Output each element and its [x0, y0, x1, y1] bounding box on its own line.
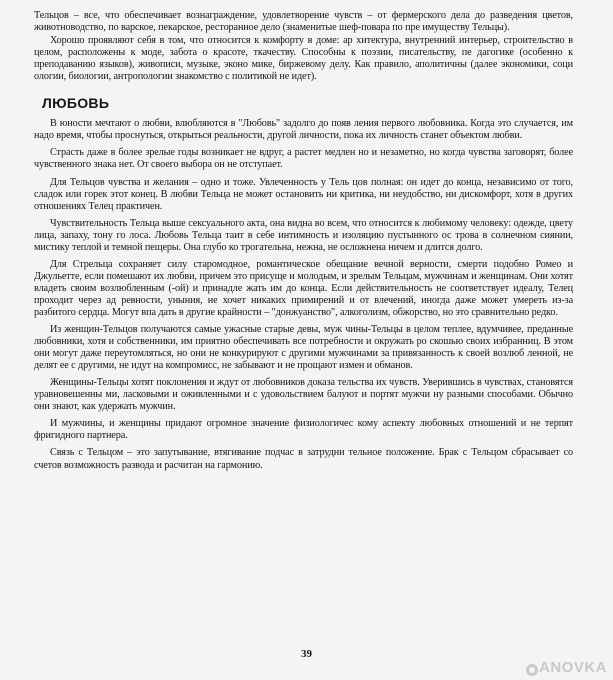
love-paragraph-6: Из женщин-Тельцов получаются самые ужасные старые девы, муж чины-Тельцы в целом теплее, вдумчивее, преданные любовники, хотя и собственники, им приятно обеспечивать все потребности и окружать ро скошью своих избранниц. В этом они могут даже переутомляться, но они не конкурируют с другими мужчинами за привязанность к своей возлюб ленной, не делят ее с другими, не идут на компромисс, не забывают и не прощают измен и обманов. — [34, 324, 573, 372]
intro-paragraph-2: Хорошо проявляют себя в том, что относится к комфорту в доме: ар хитектура, внутренний интерьер, строительство в целом, расположены к моде, забота о красоте, ткачеству. Способны к поэзии, писательству, пе дагогике (особенно к преподаванию языков), живописи, музыке, эконо мике, биржевому делу. Как правило, аполитичны (далее экономики, соци ологии, биологии, антропологии знакомство с политикой не идет). — [34, 35, 573, 83]
love-paragraph-4: Чувствительность Тельца выше сексуального акта, она видна во всем, что относится к любимому человеку: одежде, цвету лица, запаху, тону го лоса. Любовь Тельца таит в себе интимность и изоляцию пустынного ос трова в солнечном сиянии, мистику теплой и темной пещеры. Она глубо ко трогательна, нежна, не осложнена ничем и длится долго. — [34, 217, 573, 253]
intro-paragraph-1: Тельцов – все, что обеспечивает вознаграждение, удовлетворение чувств – от фермерского дела до разведения цветов, животноводство, по варское, пекарское, ресторанное дело (знаменитые шеф-повара по пре имуществу Тельцы). — [34, 10, 573, 34]
love-paragraph-2: Страсть даже в более зрелые годы возникает не вдруг, а растет медлен но и незаметно, но когда чувства заговорят, более чувственного знака нет. От своего выбора он не отступает. — [34, 147, 573, 171]
page-number: 39 — [301, 648, 312, 660]
section-heading: ЛЮБОВЬ — [42, 95, 110, 112]
text-column — [34, 10, 573, 472]
site-watermark — [526, 659, 607, 676]
love-paragraph-9: Связь с Тельцом – это запутывание, втягивание подчас в затрудни тельное положение. Брак с Тельцом сбрасывает со счетов возможность развода и расчитан на гармонию. — [34, 447, 573, 471]
watermark-ring-icon — [526, 664, 538, 676]
love-paragraph-7: Женщины-Тельцы хотят поклонения и ждут от любовников доказа тельства их чувств. Уверившись в чувствах, становятся уравновешенны ми, ласковыми и оживленными и с удовольствием балуют и портят мужчи ну разными способами. Обычно они знают, как удержать мужчин. — [34, 377, 573, 413]
love-paragraph-8: И мужчины, и женщины придают огромное значение физиологичес кому аспекту любовных отношений и не терпят фригидного партнера. — [34, 418, 573, 442]
love-paragraph-1: В юности мечтают о любви, влюбляются в "Любовь" задолго до появ ления первого любовника. Когда это случается, им надо время, чтобы проснуться, открыться реальности, другой личности, пока их личность станет объектом любви. — [34, 118, 573, 142]
love-paragraph-5: Для Стрельца сохраняет силу старомодное, романтическое обещание вечной верности, смерти подобно Ромео и Джульетте, если помешают их любви, причем это присуще и молодым, и зрелым Тельцам, мужчинам и женщинам. Они хотят владеть своим возлюбленным (-ой) и принадле жать им до конца. Если действительность не соответствует идеалу, Телец проходит через ад ревности, уныния, не хочет никаких примирений и от влечений, иногда даже может умереть из-за разбитого сердца. Могут впа дать в другие крайности – "донжуанство", алкоголизм, обжорство, но это сравнительно редко. — [34, 258, 573, 318]
watermark-text: ANOVKA — [538, 659, 607, 676]
love-paragraph-3: Для Тельцов чувства и желания – одно и тоже. Увлеченность у Тель цов полная: он идет до конца, независимо от того, сладок или горек этот конец. В любви Тельца не может остановить ни критика, ни неудобство, ни дискомфорт, хотя в других отношениях Телец практичен. — [34, 176, 573, 212]
